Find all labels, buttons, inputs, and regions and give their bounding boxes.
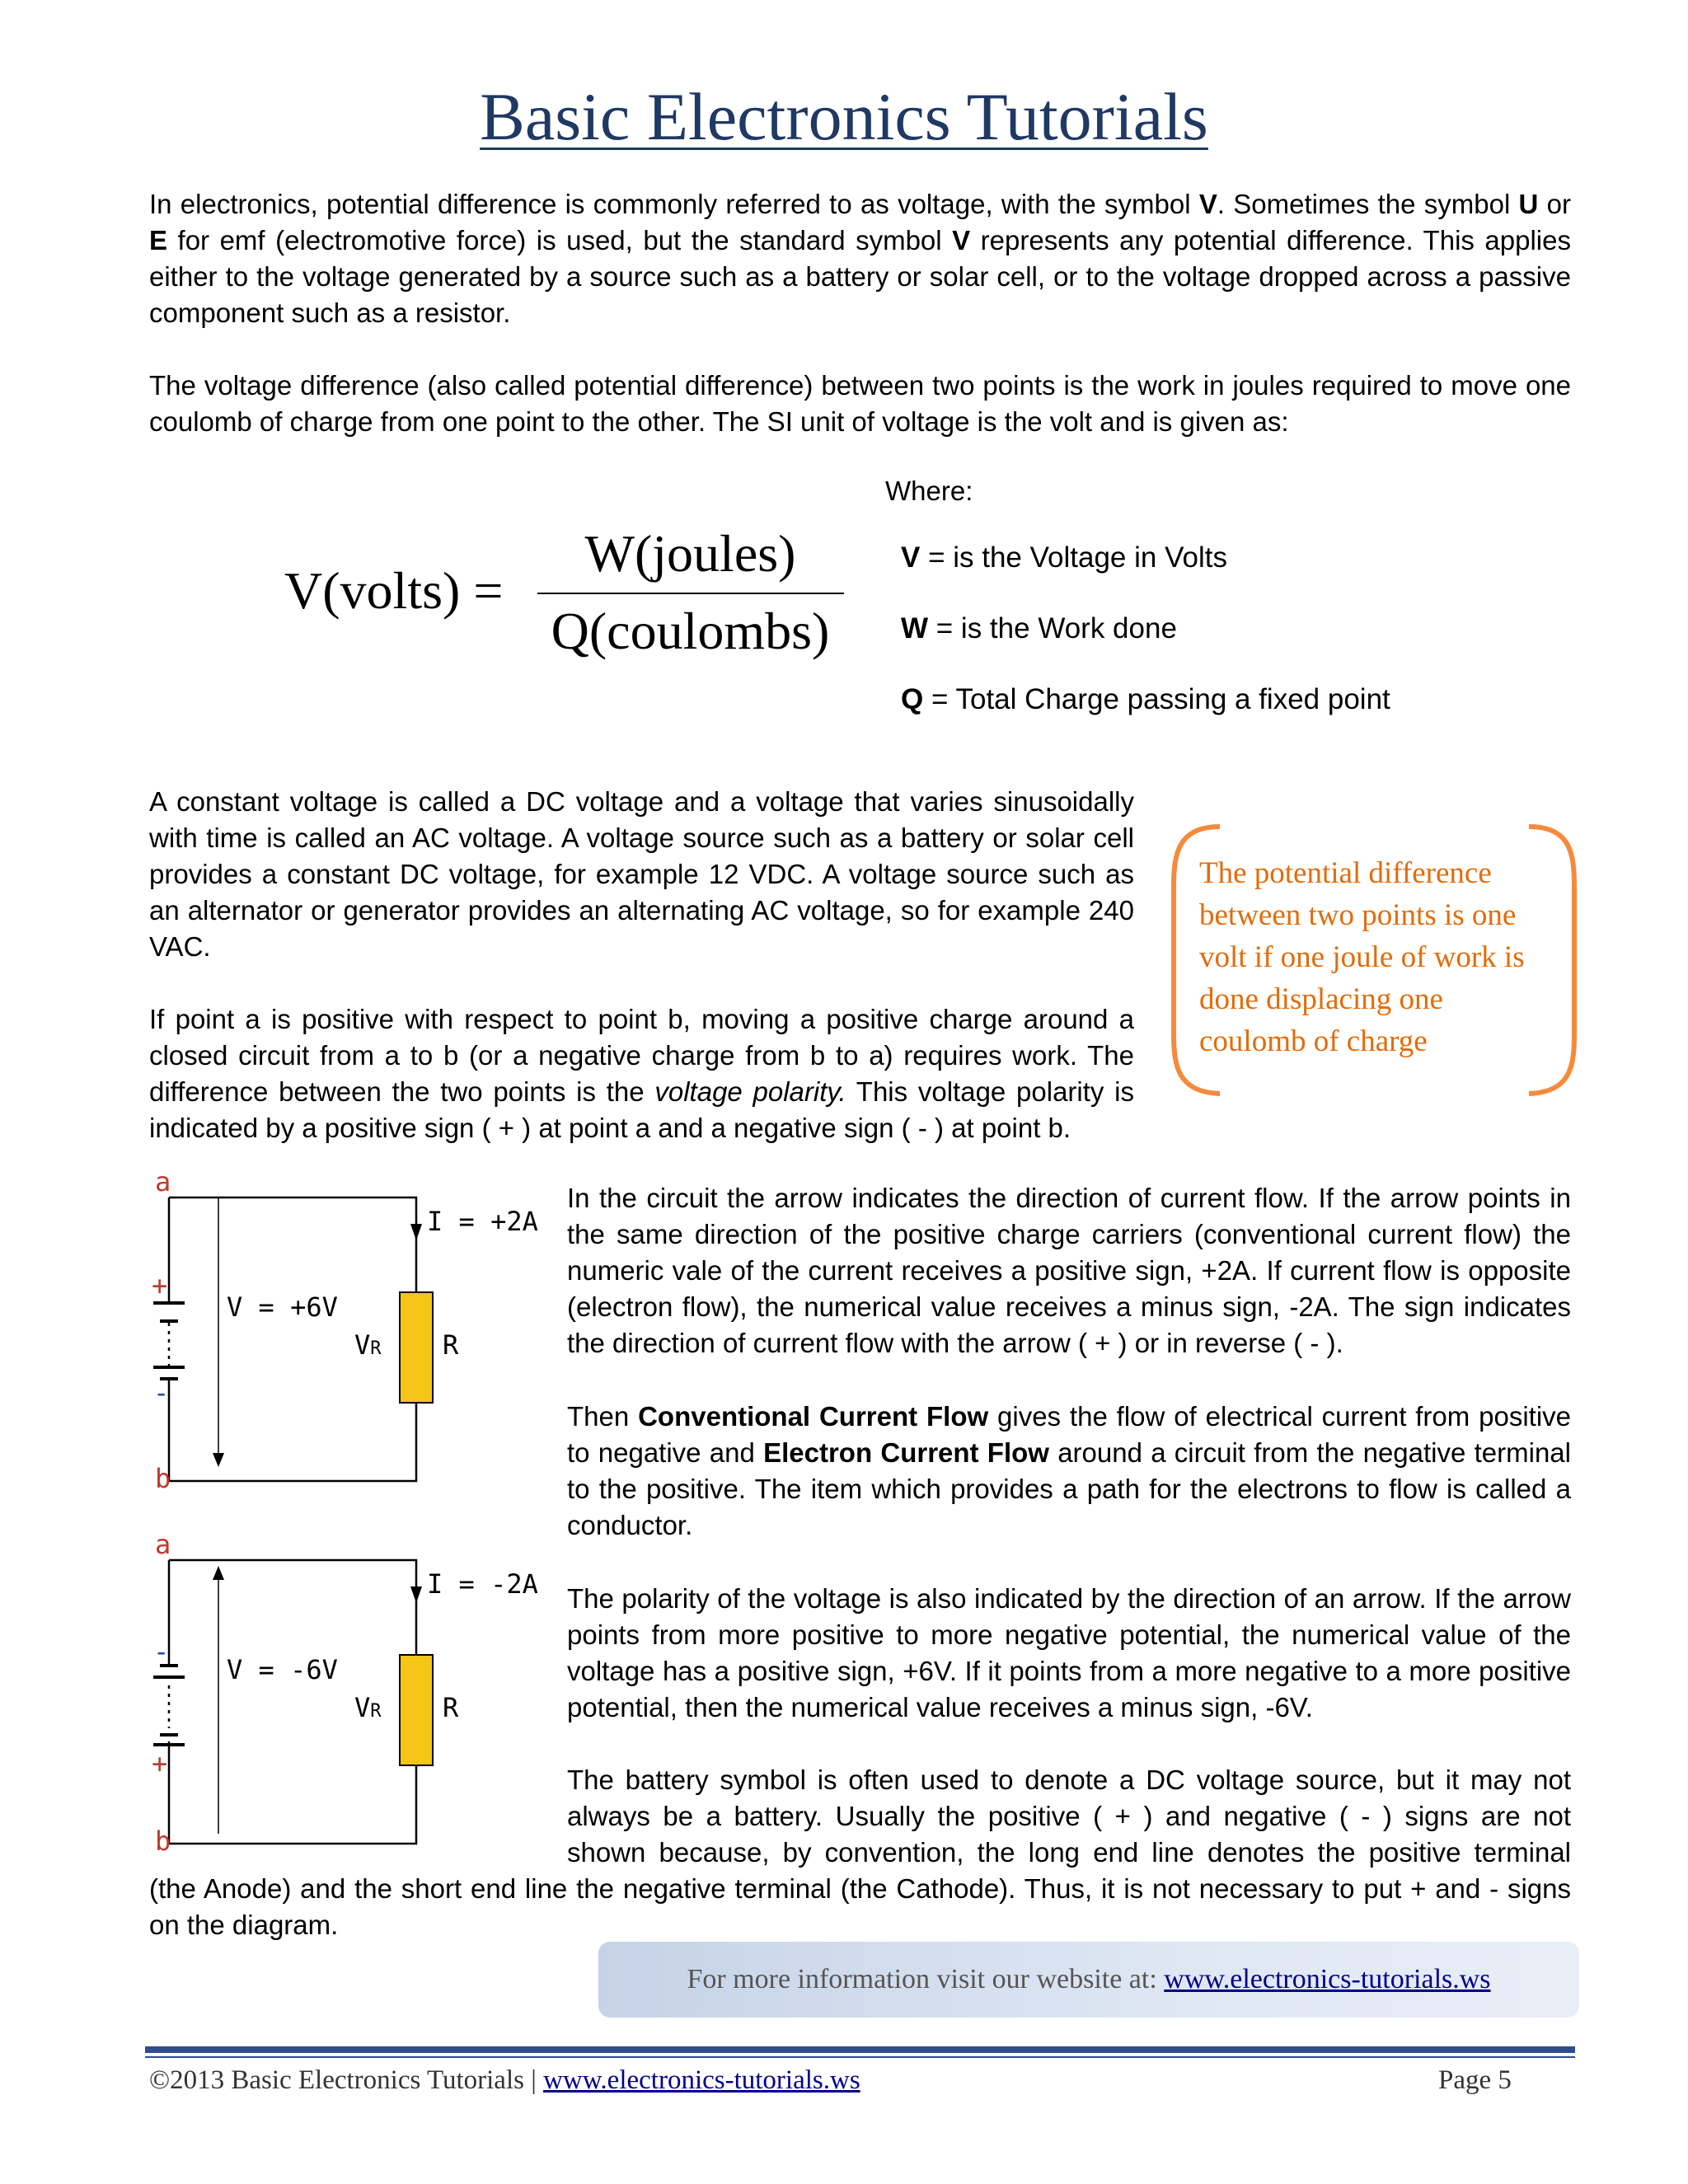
voltage-arrow-head — [213, 1453, 224, 1467]
text-run: Then — [567, 1401, 639, 1432]
text-run: for emf (electromotive force) is used, but the standard symbol — [167, 225, 953, 255]
text-run: around a circuit from the negative terminal to the positive. The item which provides a path for the electrons to flow is called a conductor. — [567, 1437, 1571, 1540]
battery-paragraph-rest: (the Anode) and the short end line the negative terminal (the Cathode). Thus, it is not necessary to put + and - signs on the diagram. — [149, 1873, 1571, 1940]
circuit-diagram-1 — [148, 1174, 560, 1496]
dc-ac-paragraph: A constant voltage is called a DC voltage and a voltage that varies sinusoidally with time is called an AC voltage. A voltage source such as a battery or solar cell provides a constant DC voltage, for example 12 VDC. A voltage source such as an alternator or generator provides an alternating AC voltage, so for example 240 VAC. — [149, 786, 1134, 962]
website-link[interactable]: www.electronics-tutorials.ws — [1164, 1964, 1491, 1994]
definition: = is the Work done — [928, 612, 1177, 644]
voltage-polarity-term: voltage polarity. — [654, 1076, 846, 1107]
intro-paragraph-1 — [149, 186, 1571, 331]
resistor — [400, 1655, 433, 1765]
current-label: I = -2A — [427, 1568, 538, 1600]
formula-numerator: W(joules) — [584, 524, 796, 583]
symbol: Q — [901, 683, 924, 715]
node-label-a: a — [155, 1174, 171, 1197]
circuit-diagram-2 — [148, 1537, 560, 1858]
intro-paragraph-2: The voltage difference (also called potential difference) between two points is the work in joules required to move one coulomb of charge from one point to the other. The SI unit of voltage is the volt and is given as: — [149, 370, 1571, 437]
where-item-q — [901, 683, 1390, 716]
page-number: Page 5 — [1438, 2065, 1512, 2095]
battery-paragraph-line-2: always be a battery. Usually the positive ( + ) and negative ( - ) signs are not — [567, 1801, 1571, 1831]
text-run: This voltage polarity is indicated by a positive sign ( + ) at point a and a negative sign ( - ) at point b. — [149, 1076, 1135, 1143]
text-run: . Sometimes the symbol — [1217, 189, 1519, 219]
resistor — [400, 1292, 433, 1403]
symbol-u: U — [1518, 189, 1539, 219]
battery-paragraph-line-3: shown because, by convention, the long end line denotes the positive terminal — [567, 1837, 1571, 1868]
copyright: ©2013 Basic Electronics Tutorials — [149, 2065, 524, 2095]
current-flow-paragraph — [567, 1399, 1571, 1544]
battery-paragraph-line-1: The battery symbol is often used to denote a DC voltage source, but it may not — [567, 1765, 1571, 1795]
vr-label — [354, 1692, 382, 1723]
definition: = Total Charge passing a fixed point — [923, 683, 1390, 715]
vr-label — [354, 1329, 382, 1361]
footer-rule-thin — [145, 2056, 1575, 2058]
resistor-label: R — [443, 1329, 459, 1361]
text-run: represents any potential difference. This applies either to the voltage generated by a source such as a battery or solar cell, or to the voltage dropped across a passive component such as a resistor. — [149, 225, 1571, 328]
voltage-polarity-paragraph: The polarity of the voltage is also indicated by the direction of an arrow. If the arrow points from more positive to more negative potential, the numerical value of the voltage has a positive sign, +6V. If it points from a more negative to a more positive potential, then the numerical value receives a minus sign, -6V. — [567, 1583, 1571, 1722]
node-label-a: a — [155, 1537, 171, 1560]
plus-sign: + — [152, 1270, 168, 1301]
text-run: gives the flow of electrical current from positive to negative and — [567, 1401, 1571, 1468]
footer-rule-thick — [145, 2046, 1575, 2053]
conventional-flow-term: Conventional Current Flow — [638, 1401, 989, 1432]
wire-bottom — [169, 1379, 416, 1481]
where-label: Where: — [885, 476, 973, 506]
node-label-b: b — [155, 1463, 171, 1494]
footer-separator: | — [531, 2065, 537, 2095]
wire-top — [169, 1197, 416, 1292]
where-item-w — [901, 612, 1177, 645]
current-label: I = +2A — [427, 1206, 538, 1237]
minus-sign: - — [153, 1377, 170, 1408]
voltage-label: V = -6V — [227, 1654, 338, 1685]
minus-sign: - — [153, 1636, 170, 1667]
resistor-label: R — [443, 1692, 459, 1723]
wire-bottom — [169, 1741, 416, 1844]
website-info-bar — [598, 1942, 1579, 2018]
symbol-v: V — [952, 225, 971, 255]
node-label-b: b — [155, 1825, 171, 1857]
vr-symbol: V — [354, 1329, 371, 1361]
page-title: Basic Electronics Tutorials — [480, 79, 1208, 154]
wire-top — [169, 1560, 416, 1655]
symbol-v: V — [1198, 189, 1217, 219]
voltage-label: V = +6V — [227, 1291, 338, 1323]
voltage-arrow-head — [213, 1566, 224, 1580]
definition: = is the Voltage in Volts — [920, 541, 1227, 574]
symbol: W — [901, 612, 929, 644]
symbol-e: E — [149, 225, 168, 255]
current-arrow-icon — [410, 1586, 422, 1603]
vr-subscript: R — [370, 1338, 382, 1359]
footer-website-link[interactable]: www.electronics-tutorials.ws — [543, 2065, 860, 2095]
current-arrow-icon — [410, 1224, 422, 1240]
callout-text: The potential difference between two points is one volt if one joule of work is done displacing one coulomb of charge — [1199, 856, 1525, 1058]
symbol: V — [901, 541, 921, 574]
vr-subscript: R — [370, 1701, 382, 1722]
current-direction-paragraph: In the circuit the arrow indicates the direction of current flow. If the arrow points in the same direction of the positive charge carriers (conventional current flow) the numeric vale of the current receives a positive sign, +2A. If current flow is opposite (electron flow), the numerical value receives a minus sign, -2A. The sign indicates the direction of current flow with the arrow ( + ) or in reverse ( - ). — [567, 1183, 1571, 1358]
text-run: or — [1538, 189, 1572, 219]
text-run: In electronics, potential difference is commonly referred to as voltage, with the symbol — [149, 189, 1199, 219]
info-text: For more information visit our website at: — [687, 1964, 1165, 1994]
formula-lhs: V(volts) = — [284, 561, 504, 620]
formula-denominator: Q(coulombs) — [551, 602, 830, 660]
footer-left — [149, 2065, 860, 2096]
fraction-bar — [537, 593, 844, 594]
text-run: If point a is positive with respect to point b, moving a positive charge around a closed circuit from a to b (or a negative charge from b to a) requires work. The difference between the two points is the — [149, 1004, 1134, 1107]
electron-flow-term: Electron Current Flow — [763, 1437, 1049, 1468]
vr-symbol: V — [354, 1692, 371, 1723]
plus-sign: + — [152, 1748, 168, 1779]
where-item-v — [901, 541, 1227, 574]
polarity-paragraph — [149, 1001, 1134, 1146]
